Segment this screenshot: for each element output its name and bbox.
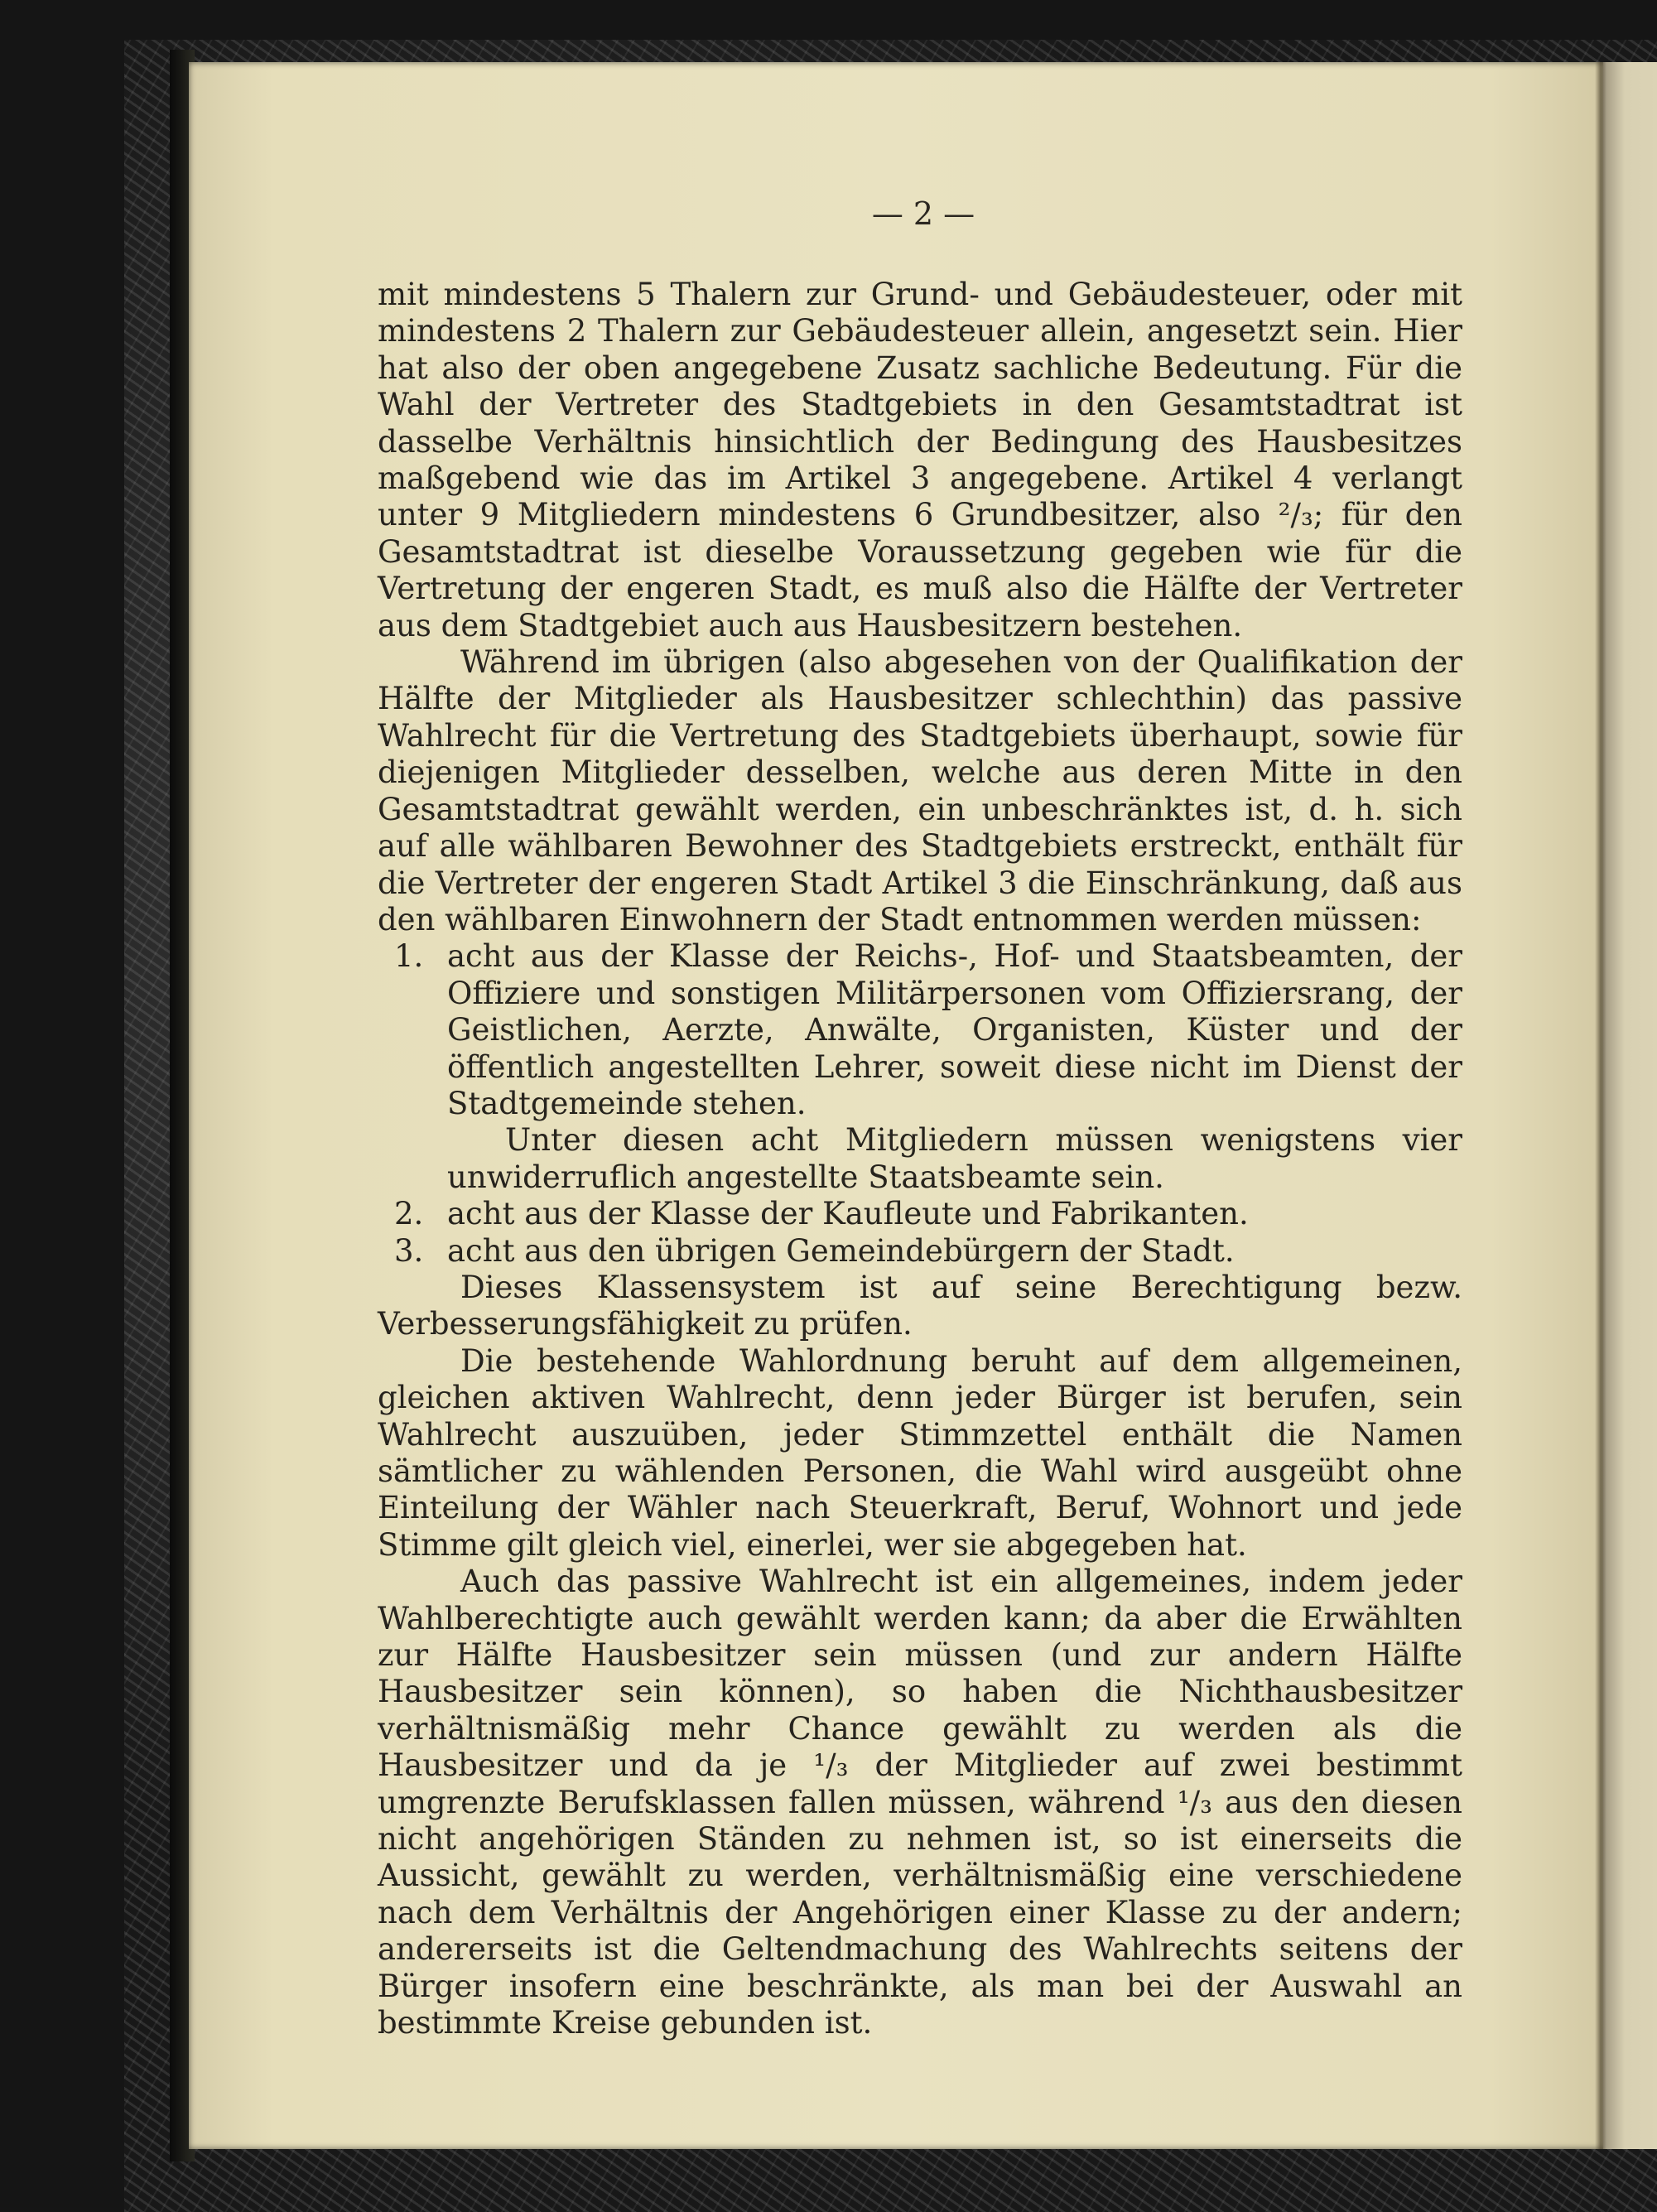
list-item-3 xyxy=(378,1233,1462,1270)
list-item-2 xyxy=(378,1196,1462,1232)
list-number: 3. xyxy=(394,1232,424,1269)
list-text: acht aus den übrigen Gemeindebürgern der Stadt. xyxy=(447,1232,1235,1269)
paragraph-2: Während im übrigen (also abgesehen von der Qualifikation der Hälfte der Mitglieder als Hausbesitzer schlechthin) das passive Wahlrecht für die Vertretung des Stadtgebiets überhaupt, sowie für diejenigen Mitglieder desselben, welche aus deren Mitte in den Gesamtstadtrat gewählt werden, ein unbeschränktes ist, d. h. sich auf alle wählbaren Bewohner des Stadtgebiets erstreckt, enthält für die Vertreter der engeren Stadt Artikel 3 die Einschränkung, daß aus den wählbaren Einwohnern der Stadt entnommen werden müssen: xyxy=(378,644,1462,937)
paragraph-5: Auch das passive Wahlrecht ist ein allgemeines, indem jeder Wahlberechtigte auch gewählt werden kann; da aber die Erwählten zur Hälfte Hausbesitzer sein müssen (und zur andern Hälfte Hausbesitzer sein können), so haben die Nichthausbesitzer verhältnismäßig mehr Chance gewählt zu werden als die Hausbesitzer und da je ¹/₃ der Mitglieder auf zwei bestimmt umgrenzte Berufsklassen fallen müssen, während ¹/₃ aus den diesen nicht angehörigen Ständen zu nehmen ist, so ist einerseits die Aussicht, gewählt zu werden, verhältnismäßig eine verschiedene nach dem Verhältnis der Angehörigen einer Klasse zu der andern; andererseits ist die Geltendmachung des Wahlrechts seitens der Bürger insofern eine beschränkte, als man bei der Auswahl an bestimmte Kreise gebunden ist. xyxy=(378,1564,1462,2041)
list-item-1 xyxy=(378,938,1462,1122)
paragraph-3: Dieses Klassensystem ist auf seine Berechtigung bezw. Verbesserungsfähigkeit zu prüfen. xyxy=(378,1269,1462,1342)
paragraph-1: mit mindestens 5 Thalern zur Grund- und Gebäudesteuer, oder mit mindestens 2 Thalern zur Gebäudesteuer allein, angesetzt sein. Hier hat also der oben angegebene Zusatz sachliche Bedeutung. Für die Wahl der Vertreter des Stadtgebiets in den Gesamtstadtrat ist dasselbe Verhältnis hinsichtlich der Bedingung des Hausbesitzes maßgebend wie das im Artikel 3 angegebene. Artikel 4 verlangt unter 9 Mitgliedern mindestens 6 Grundbesitzer, also ²/₃; für den Gesamtstadtrat ist dieselbe Voraussetzung gegeben wie für die Vertretung der engeren Stadt, es muß also die Hälfte der Vertreter aus dem Stadtgebiet auch aus Hausbesitzern bestehen. xyxy=(378,277,1462,643)
page-number: — 2 — xyxy=(871,195,975,232)
facing-page-edge xyxy=(1603,62,1657,2149)
list-item-1-note: Unter diesen acht Mitgliedern müssen wenigstens vier unwiderruflich angestellte Staatsbeamte sein. xyxy=(447,1122,1462,1195)
paragraph-4: Die bestehende Wahlordnung beruht auf dem allgemeinen, gleichen aktiven Wahlrecht, denn jeder Bürger ist berufen, sein Wahlrecht auszuüben, jeder Stimmzettel enthält die Namen sämtlicher zu wählenden Personen, die Wahl wird ausgeübt ohne Einteilung der Wähler nach Steuerkraft, Beruf, Wohnort und jede Stimme gilt gleich viel, einerlei, wer sie abgegeben hat. xyxy=(378,1342,1462,1563)
list-number: 1. xyxy=(394,938,424,975)
list-text: acht aus der Klasse der Kaufleute und Fabrikanten. xyxy=(447,1196,1249,1232)
page-gutter xyxy=(1595,62,1606,2149)
list-text: acht aus der Klasse der Reichs-, Hof- und Staatsbeamten, der Offiziere und sonstigen Militärpersonen vom Offiziersrang, der Geistlichen, Aerzte, Anwälte, Organisten, Küster und der öffentlich angestellten Lehrer, soweit diese nicht im Dienst der Stadtgemeinde stehen. xyxy=(447,938,1462,1121)
list-number: 2. xyxy=(394,1196,424,1232)
page-body xyxy=(378,277,1462,2042)
numbered-list xyxy=(378,938,1462,1270)
